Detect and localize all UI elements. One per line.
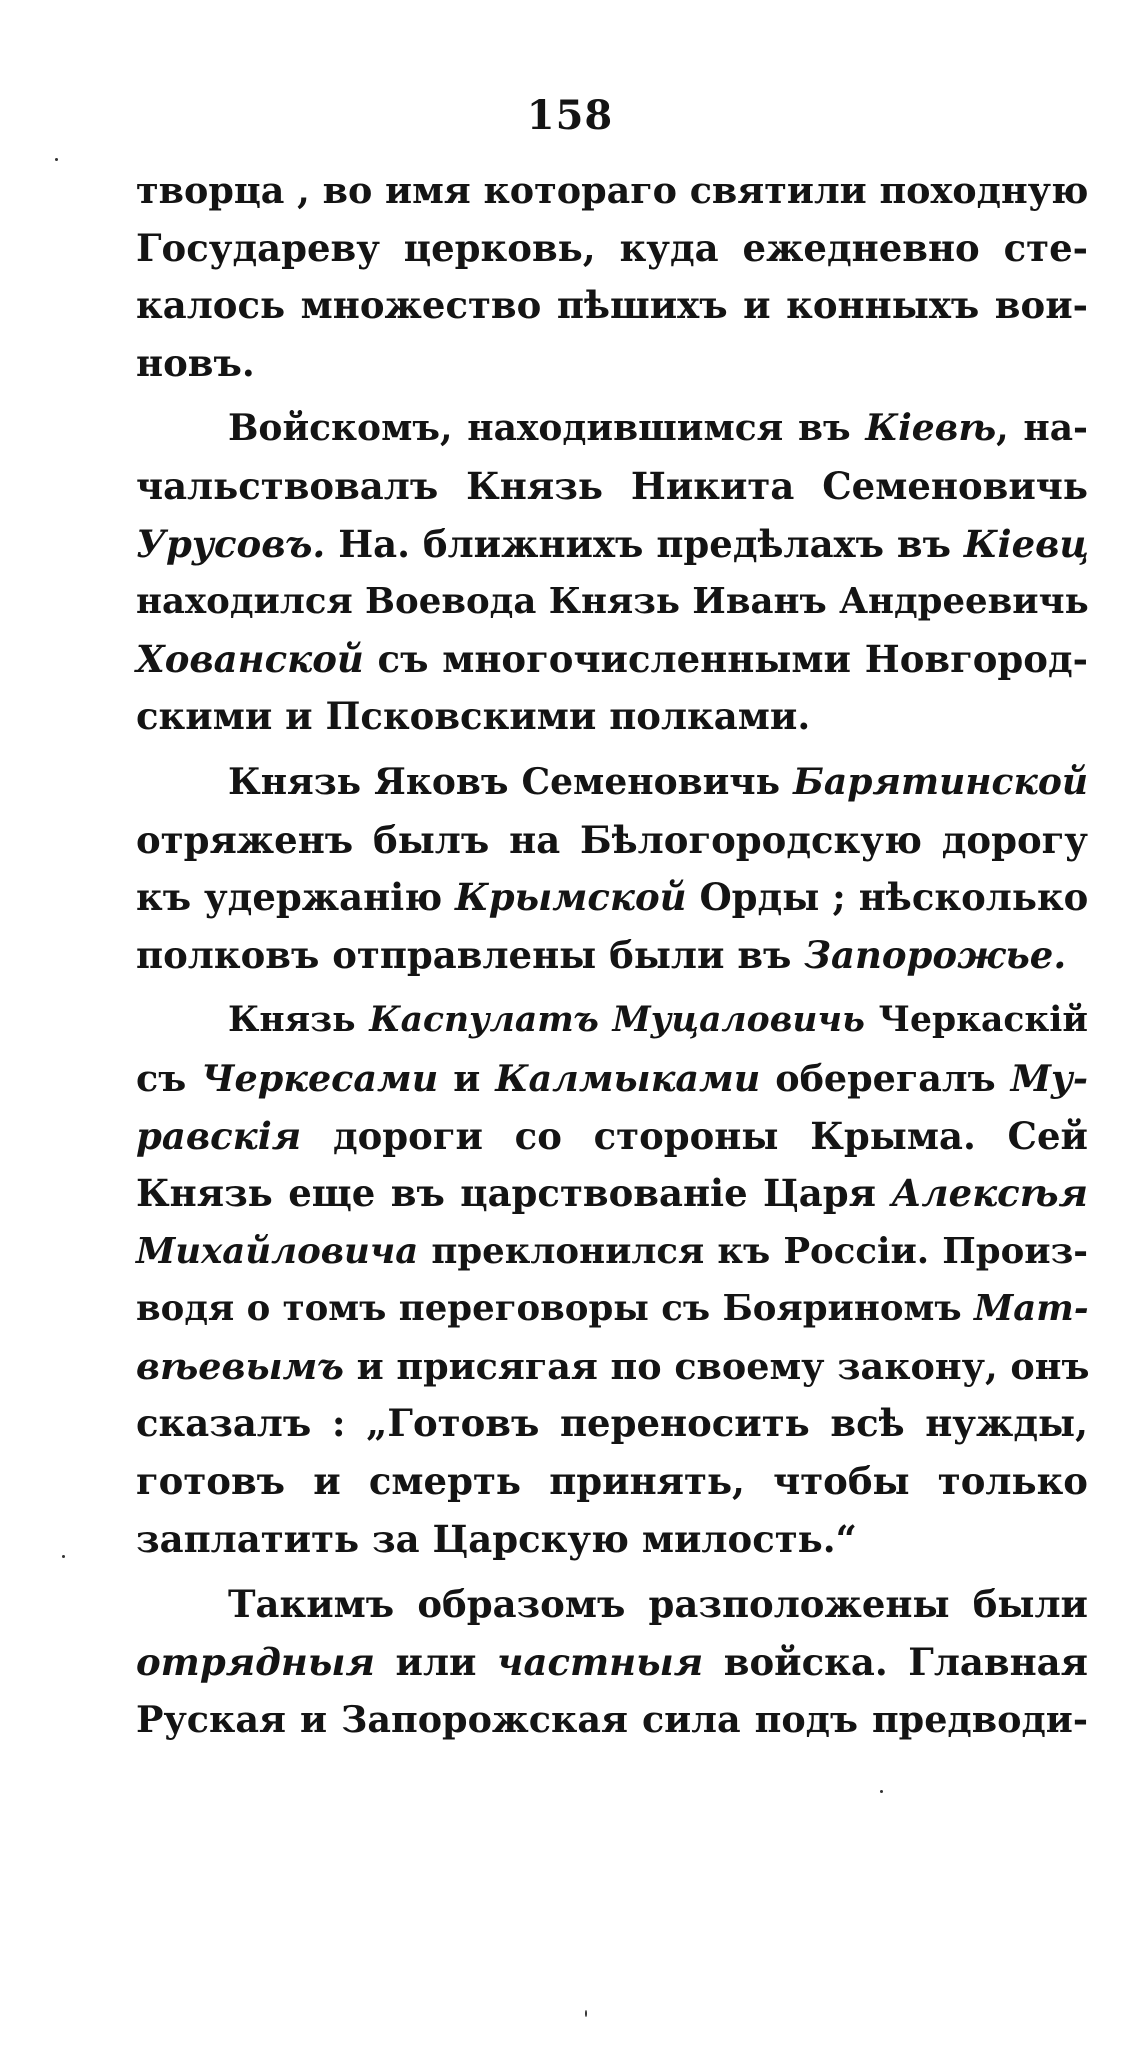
- text-line: [136, 1395, 1088, 1453]
- line-text: калось множество пѣшихъ и конныхъ вои-: [136, 283, 1088, 328]
- page-number: 158: [526, 92, 614, 139]
- text-line: [136, 1511, 1088, 1569]
- paper-speck: [62, 1555, 65, 1558]
- text-line: [136, 1453, 1088, 1511]
- text-line: [136, 1576, 1088, 1634]
- text-line: [136, 277, 1088, 335]
- text-line: [136, 1050, 1088, 1108]
- line-text: находился Воевода Князь Иванъ Андреевичь: [136, 581, 1089, 623]
- line-text: Войскомъ, находившимся въ: [228, 407, 866, 450]
- line-text: водя о томъ переговоры съ Бояриномъ: [136, 1288, 974, 1330]
- text-line: [136, 1634, 1088, 1692]
- text-line: [136, 992, 1088, 1050]
- text-line: [136, 631, 1088, 689]
- line-text: войска. Главная: [703, 1639, 1088, 1684]
- body-text: [136, 162, 1088, 1749]
- text-line: [136, 458, 1088, 516]
- italic-text: вѣевымъ: [136, 1344, 344, 1388]
- text-line: [136, 335, 1088, 393]
- italic-text: Кіевѣ: [865, 407, 997, 450]
- paper-speck: [585, 2010, 587, 2017]
- text-line: [136, 516, 1088, 574]
- line-text: готовъ и смерть принять, чтобы только: [136, 1459, 1088, 1504]
- italic-text: Барятинской: [793, 760, 1088, 803]
- line-text: съ многочисленными Новгород-: [363, 636, 1088, 681]
- line-text: Князь Яковъ Семеновичь: [228, 760, 794, 803]
- line-text: оберегалъ: [760, 1056, 1011, 1100]
- italic-text: отрядныя: [136, 1639, 375, 1684]
- text-line: [136, 1223, 1088, 1281]
- line-text: Такимъ образомъ разположены были: [228, 1582, 1088, 1627]
- italic-text: частныя: [497, 1639, 704, 1684]
- text-line: [136, 162, 1088, 220]
- line-text: и: [438, 1056, 496, 1100]
- line-text: съ: [136, 1056, 202, 1100]
- line-text: сказалъ : „Готовъ переносить всѣ нужды,: [136, 1401, 1088, 1446]
- italic-text: Михайловича: [136, 1230, 419, 1272]
- italic-text: Кіевц: [963, 521, 1090, 566]
- line-text: Руская и Запорожская сила подъ предводи-: [136, 1698, 1088, 1742]
- line-text: , на-: [996, 407, 1088, 450]
- line-text: и присягая по своему закону, онъ: [343, 1344, 1090, 1388]
- paper-speck: [880, 1790, 883, 1793]
- text-line: [136, 573, 1088, 631]
- line-text: отряженъ былъ на Бѣлогородскую дорогу: [136, 817, 1088, 862]
- line-text: или: [374, 1639, 498, 1684]
- line-text: къ удержанію: [136, 875, 456, 920]
- paper-speck: [55, 158, 58, 161]
- italic-text: Каспулатъ Муцаловичь: [369, 1000, 865, 1041]
- line-text: скими и Псковскими полками.: [136, 694, 811, 739]
- line-text: На. ближнихъ предѣлахъ въ: [325, 521, 964, 566]
- italic-text: Черкесами: [201, 1056, 439, 1100]
- italic-text: Калмыками: [495, 1056, 761, 1100]
- line-text: Черкаскій: [864, 1000, 1088, 1041]
- line-text: Орды ; нѣсколько: [686, 875, 1089, 920]
- italic-text: Запорожье.: [804, 932, 1067, 977]
- text-line: [136, 754, 1088, 812]
- italic-text: Му-: [1010, 1056, 1088, 1100]
- text-line: [136, 1108, 1088, 1166]
- line-text: Князь: [228, 1000, 370, 1041]
- line-text: преклонился къ Россіи. Произ-: [418, 1230, 1088, 1272]
- text-line: [136, 1280, 1088, 1338]
- line-text: заплатить за Царскую милость.“: [136, 1516, 857, 1561]
- text-line: [136, 688, 1088, 746]
- text-line: [136, 400, 1088, 458]
- line-text: Государеву церковь, куда ежедневно сте-: [136, 225, 1088, 270]
- line-text: Князь еще въ царствованіе Царя: [136, 1171, 892, 1216]
- line-text: чальствовалъ Князь Никита Семеновичь: [136, 463, 1088, 508]
- italic-text: Хованской: [136, 636, 364, 681]
- italic-text: Алексѣя: [891, 1171, 1088, 1216]
- text-line: [136, 927, 1088, 985]
- text-line: [136, 1165, 1088, 1223]
- text-line: [136, 812, 1088, 870]
- line-text: полковъ отправлены были въ: [136, 932, 805, 977]
- line-text: новъ.: [136, 340, 255, 385]
- italic-text: Крымской: [455, 875, 687, 920]
- italic-text: Мат-: [973, 1288, 1089, 1330]
- text-line: [136, 1691, 1088, 1749]
- text-line: [136, 869, 1088, 927]
- line-text: творца , во имя котораго святили походную: [136, 169, 1089, 212]
- text-line: [136, 1338, 1088, 1396]
- italic-text: Урусовъ.: [136, 521, 326, 566]
- line-text: дороги со стороны Крыма. Сей: [301, 1113, 1088, 1158]
- text-line: [136, 220, 1088, 278]
- italic-text: равскія: [136, 1113, 302, 1158]
